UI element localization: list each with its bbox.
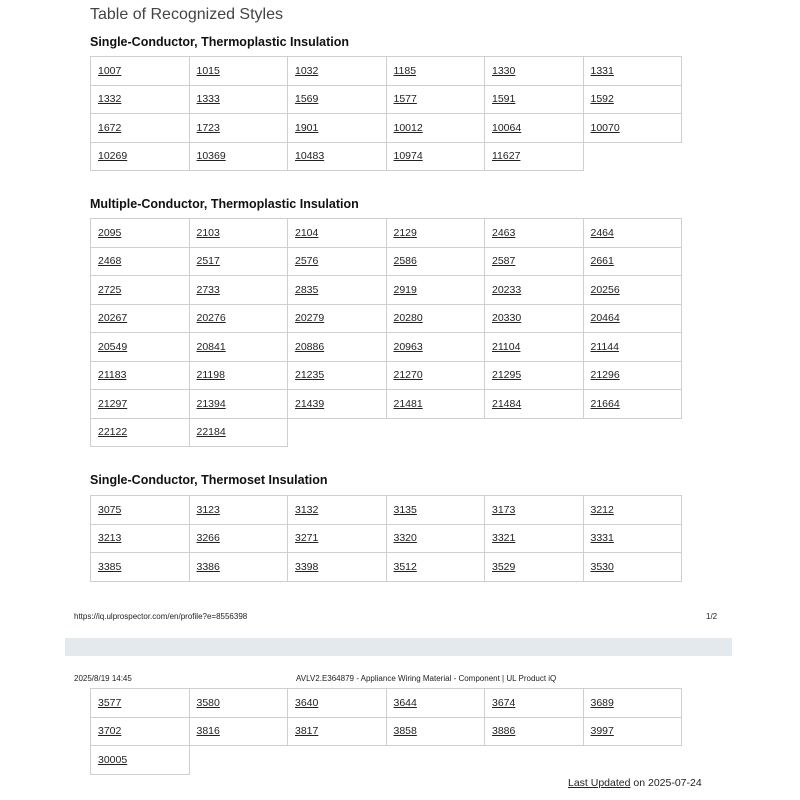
style-link[interactable]: 21198 bbox=[196, 369, 225, 382]
table-cell bbox=[386, 219, 485, 248]
table-cell bbox=[189, 524, 288, 553]
style-link[interactable]: 10369 bbox=[196, 150, 226, 163]
style-link[interactable]: 2733 bbox=[196, 283, 220, 296]
style-link[interactable]: 3689 bbox=[590, 696, 614, 709]
empty-cell bbox=[485, 418, 584, 447]
style-link[interactable]: 20886 bbox=[295, 340, 325, 353]
table-cell bbox=[288, 247, 387, 276]
table-cell bbox=[386, 57, 485, 86]
table-cell bbox=[91, 746, 190, 775]
table-cell bbox=[485, 496, 584, 525]
style-link[interactable]: 3512 bbox=[393, 560, 417, 573]
table-row bbox=[91, 142, 682, 171]
table-cell bbox=[288, 361, 387, 390]
table-row bbox=[91, 746, 682, 775]
table-cell bbox=[288, 85, 387, 114]
style-link[interactable]: 2661 bbox=[590, 255, 614, 268]
table-cell bbox=[386, 689, 485, 718]
table-cell bbox=[189, 333, 288, 362]
style-link[interactable]: 1333 bbox=[196, 93, 220, 106]
style-link[interactable]: 21270 bbox=[393, 369, 423, 382]
style-link[interactable]: 3132 bbox=[295, 503, 319, 516]
style-link[interactable]: 20267 bbox=[98, 312, 128, 325]
table-cell bbox=[91, 361, 190, 390]
style-link[interactable]: 2095 bbox=[98, 226, 122, 239]
empty-cell bbox=[583, 142, 682, 171]
style-link[interactable]: 2468 bbox=[98, 255, 122, 268]
table-cell bbox=[485, 524, 584, 553]
print-header-title: AVLV2.E364879 - Appliance Wiring Material - Component | UL Product iQ bbox=[296, 674, 557, 683]
table-cell bbox=[386, 247, 485, 276]
style-link[interactable]: 21439 bbox=[295, 397, 325, 410]
table-cell bbox=[189, 276, 288, 305]
table-cell bbox=[288, 57, 387, 86]
table-cell bbox=[91, 142, 190, 171]
style-link[interactable]: 10012 bbox=[393, 121, 423, 134]
table-cell bbox=[288, 219, 387, 248]
style-link[interactable]: 3398 bbox=[295, 560, 319, 573]
table-cell bbox=[91, 304, 190, 333]
table-cell bbox=[189, 418, 288, 447]
table-cell bbox=[288, 496, 387, 525]
table-cell bbox=[288, 333, 387, 362]
table-cell bbox=[91, 390, 190, 419]
style-link[interactable]: 3530 bbox=[590, 560, 614, 573]
style-link[interactable]: 1185 bbox=[393, 64, 417, 77]
style-link[interactable]: 3212 bbox=[590, 503, 614, 516]
style-link[interactable]: 30005 bbox=[98, 753, 128, 766]
table-cell bbox=[91, 524, 190, 553]
style-link[interactable]: 1569 bbox=[295, 93, 319, 106]
style-link[interactable]: 3271 bbox=[295, 532, 319, 545]
style-link[interactable]: 1577 bbox=[393, 93, 417, 106]
style-link[interactable]: 1723 bbox=[196, 121, 220, 134]
style-link[interactable]: 10483 bbox=[295, 150, 325, 163]
table-row bbox=[91, 85, 682, 114]
style-link[interactable]: 21295 bbox=[492, 369, 522, 382]
table-cell bbox=[189, 114, 288, 143]
style-link[interactable]: 3331 bbox=[590, 532, 614, 545]
table-cell bbox=[485, 276, 584, 305]
table-cell bbox=[288, 142, 387, 171]
table-cell bbox=[189, 553, 288, 582]
table-cell bbox=[91, 219, 190, 248]
empty-cell bbox=[485, 746, 584, 775]
table-row bbox=[91, 247, 682, 276]
style-link[interactable]: 2725 bbox=[98, 283, 122, 296]
table-cell bbox=[91, 496, 190, 525]
table-cell bbox=[386, 553, 485, 582]
table-cell bbox=[288, 553, 387, 582]
style-link[interactable]: 3886 bbox=[492, 725, 516, 738]
table-row bbox=[91, 333, 682, 362]
table-cell bbox=[583, 717, 682, 746]
last-updated-date: on 2025-07-24 bbox=[630, 777, 702, 789]
empty-cell bbox=[583, 418, 682, 447]
table-row bbox=[91, 57, 682, 86]
style-link[interactable]: 20279 bbox=[295, 312, 325, 325]
style-link[interactable]: 3816 bbox=[196, 725, 220, 738]
table-cell bbox=[91, 717, 190, 746]
table-cell bbox=[485, 333, 584, 362]
style-link[interactable]: 1591 bbox=[492, 93, 516, 106]
style-link[interactable]: 1032 bbox=[295, 64, 319, 77]
table-cell bbox=[485, 57, 584, 86]
empty-cell bbox=[386, 746, 485, 775]
table-cell bbox=[485, 361, 584, 390]
style-link[interactable]: 3529 bbox=[492, 560, 516, 573]
styles-table-thermoset-continued bbox=[90, 688, 682, 775]
style-link[interactable]: 20841 bbox=[196, 340, 226, 353]
table-cell bbox=[189, 689, 288, 718]
table-cell bbox=[386, 390, 485, 419]
style-link[interactable]: 1330 bbox=[492, 64, 516, 77]
table-cell bbox=[583, 219, 682, 248]
table-cell bbox=[583, 247, 682, 276]
style-link[interactable]: 3321 bbox=[492, 532, 516, 545]
style-link[interactable]: 3173 bbox=[492, 503, 516, 516]
style-link[interactable]: 10974 bbox=[393, 150, 423, 163]
table-cell bbox=[583, 333, 682, 362]
style-link[interactable]: 20963 bbox=[393, 340, 423, 353]
empty-cell bbox=[386, 418, 485, 447]
table-cell bbox=[91, 418, 190, 447]
styles-table-multiple-thermoplastic bbox=[90, 218, 682, 447]
table-cell bbox=[485, 390, 584, 419]
style-link[interactable]: 2464 bbox=[590, 226, 614, 239]
empty-cell bbox=[189, 746, 288, 775]
style-link[interactable]: 20280 bbox=[393, 312, 423, 325]
empty-cell bbox=[583, 746, 682, 775]
table-cell bbox=[583, 361, 682, 390]
table-cell bbox=[189, 219, 288, 248]
table-row bbox=[91, 219, 682, 248]
section-title-single-thermoset: Single-Conductor, Thermoset Insulation bbox=[90, 473, 328, 487]
style-link[interactable]: 11627 bbox=[492, 150, 521, 163]
table-cell bbox=[91, 247, 190, 276]
style-link[interactable]: 1331 bbox=[590, 64, 614, 77]
table-row bbox=[91, 496, 682, 525]
table-row bbox=[91, 689, 682, 718]
style-link[interactable]: 21394 bbox=[196, 397, 226, 410]
table-cell bbox=[189, 57, 288, 86]
table-cell bbox=[288, 114, 387, 143]
style-link[interactable]: 21481 bbox=[393, 397, 423, 410]
style-link[interactable]: 21183 bbox=[98, 369, 127, 382]
table-cell bbox=[288, 717, 387, 746]
style-link[interactable]: 2129 bbox=[393, 226, 417, 239]
style-link[interactable]: 3075 bbox=[98, 503, 122, 516]
table-cell bbox=[386, 304, 485, 333]
table-cell bbox=[386, 496, 485, 525]
print-header-datetime: 2025/8/19 14:45 bbox=[74, 674, 132, 683]
table-cell bbox=[386, 142, 485, 171]
style-link[interactable]: 3386 bbox=[196, 560, 220, 573]
table-cell bbox=[288, 276, 387, 305]
table-cell bbox=[189, 304, 288, 333]
table-cell bbox=[583, 304, 682, 333]
styles-table-single-thermoset bbox=[90, 495, 682, 582]
page-title: Table of Recognized Styles bbox=[90, 6, 283, 23]
empty-cell bbox=[288, 746, 387, 775]
style-link[interactable]: 3320 bbox=[393, 532, 417, 545]
style-link[interactable]: 2103 bbox=[196, 226, 220, 239]
table-cell bbox=[91, 57, 190, 86]
table-cell bbox=[386, 524, 485, 553]
table-cell bbox=[386, 276, 485, 305]
table-cell bbox=[288, 689, 387, 718]
last-updated-link[interactable]: Last Updated bbox=[568, 777, 631, 789]
style-link[interactable]: 22184 bbox=[196, 426, 226, 439]
style-link[interactable]: 20330 bbox=[492, 312, 522, 325]
table-cell bbox=[386, 85, 485, 114]
table-cell bbox=[583, 496, 682, 525]
style-link[interactable]: 3858 bbox=[393, 725, 417, 738]
style-link[interactable]: 3997 bbox=[590, 725, 614, 738]
style-link[interactable]: 3385 bbox=[98, 560, 122, 573]
table-cell bbox=[485, 553, 584, 582]
style-link[interactable]: 21297 bbox=[98, 397, 128, 410]
table-row bbox=[91, 524, 682, 553]
style-link[interactable]: 3702 bbox=[98, 725, 122, 738]
style-link[interactable]: 3674 bbox=[492, 696, 516, 709]
table-cell bbox=[189, 717, 288, 746]
empty-cell bbox=[288, 418, 387, 447]
style-link[interactable]: 3577 bbox=[98, 696, 122, 709]
table-cell bbox=[583, 114, 682, 143]
style-link[interactable]: 1007 bbox=[98, 64, 122, 77]
style-link[interactable]: 2586 bbox=[393, 255, 417, 268]
style-link[interactable]: 1332 bbox=[98, 93, 122, 106]
style-link[interactable]: 3266 bbox=[196, 532, 220, 545]
table-cell bbox=[485, 219, 584, 248]
table-cell bbox=[583, 85, 682, 114]
style-link[interactable]: 2576 bbox=[295, 255, 319, 268]
style-link[interactable]: 2104 bbox=[295, 226, 319, 239]
table-cell bbox=[583, 57, 682, 86]
section-title-multiple-thermoplastic: Multiple-Conductor, Thermoplastic Insulation bbox=[90, 197, 359, 211]
styles-table-single-thermoplastic bbox=[90, 56, 682, 171]
table-cell bbox=[189, 247, 288, 276]
table-cell bbox=[485, 114, 584, 143]
style-link[interactable]: 2587 bbox=[492, 255, 516, 268]
table-row bbox=[91, 717, 682, 746]
style-link[interactable]: 2517 bbox=[196, 255, 220, 268]
table-cell bbox=[485, 85, 584, 114]
table-cell bbox=[386, 333, 485, 362]
table-cell bbox=[189, 142, 288, 171]
table-cell bbox=[485, 247, 584, 276]
table-cell bbox=[485, 717, 584, 746]
table-cell bbox=[583, 524, 682, 553]
table-cell bbox=[386, 114, 485, 143]
table-row bbox=[91, 114, 682, 143]
table-cell bbox=[189, 85, 288, 114]
style-link[interactable]: 10064 bbox=[492, 121, 522, 134]
table-cell bbox=[189, 361, 288, 390]
table-cell bbox=[386, 361, 485, 390]
style-link[interactable]: 1015 bbox=[196, 64, 220, 77]
section-title-single-thermoplastic: Single-Conductor, Thermoplastic Insulation bbox=[90, 35, 350, 49]
page-break-gap bbox=[65, 638, 732, 656]
style-link[interactable]: 21296 bbox=[590, 369, 620, 382]
style-link[interactable]: 3213 bbox=[98, 532, 122, 545]
style-link[interactable]: 2835 bbox=[295, 283, 319, 296]
last-updated bbox=[568, 777, 702, 789]
style-link[interactable]: 3640 bbox=[295, 696, 319, 709]
table-cell bbox=[91, 85, 190, 114]
style-link[interactable]: 2463 bbox=[492, 226, 516, 239]
style-link[interactable]: 20464 bbox=[590, 312, 620, 325]
style-link[interactable]: 1592 bbox=[590, 93, 614, 106]
style-link[interactable]: 3644 bbox=[393, 696, 417, 709]
style-link[interactable]: 22122 bbox=[98, 426, 128, 439]
table-cell bbox=[386, 717, 485, 746]
table-cell bbox=[485, 689, 584, 718]
style-link[interactable]: 2919 bbox=[393, 283, 417, 296]
table-cell bbox=[485, 304, 584, 333]
table-cell bbox=[288, 524, 387, 553]
table-cell bbox=[91, 553, 190, 582]
table-cell bbox=[485, 142, 584, 171]
table-cell bbox=[91, 689, 190, 718]
table-row bbox=[91, 553, 682, 582]
style-link[interactable]: 21144 bbox=[590, 340, 619, 353]
table-cell bbox=[288, 390, 387, 419]
print-footer-page-number: 1/2 bbox=[706, 612, 718, 621]
table-row bbox=[91, 418, 682, 447]
style-link[interactable]: 10269 bbox=[98, 150, 128, 163]
table-cell bbox=[583, 689, 682, 718]
style-link[interactable]: 21664 bbox=[590, 397, 620, 410]
style-link[interactable]: 1672 bbox=[98, 121, 122, 134]
print-footer-url: https://iq.ulprospector.com/en/profile?e=8556398 bbox=[74, 612, 248, 621]
style-link[interactable]: 21104 bbox=[492, 340, 521, 353]
style-link[interactable]: 1901 bbox=[295, 121, 319, 134]
table-row bbox=[91, 390, 682, 419]
table-row bbox=[91, 361, 682, 390]
style-link[interactable]: 10070 bbox=[590, 121, 620, 134]
table-cell bbox=[288, 304, 387, 333]
table-cell bbox=[583, 553, 682, 582]
style-link[interactable]: 3135 bbox=[393, 503, 417, 516]
style-link[interactable]: 21484 bbox=[492, 397, 522, 410]
style-link[interactable]: 20276 bbox=[196, 312, 226, 325]
style-link[interactable]: 20256 bbox=[590, 283, 620, 296]
table-cell bbox=[91, 276, 190, 305]
style-link[interactable]: 20549 bbox=[98, 340, 128, 353]
table-row bbox=[91, 276, 682, 305]
style-link[interactable]: 3123 bbox=[196, 503, 220, 516]
table-cell bbox=[583, 276, 682, 305]
style-link[interactable]: 3817 bbox=[295, 725, 319, 738]
style-link[interactable]: 21235 bbox=[295, 369, 325, 382]
style-link[interactable]: 3580 bbox=[196, 696, 220, 709]
table-cell bbox=[583, 390, 682, 419]
table-row bbox=[91, 304, 682, 333]
table-cell bbox=[91, 333, 190, 362]
table-cell bbox=[189, 390, 288, 419]
style-link[interactable]: 20233 bbox=[492, 283, 522, 296]
table-cell bbox=[91, 114, 190, 143]
table-cell bbox=[189, 496, 288, 525]
